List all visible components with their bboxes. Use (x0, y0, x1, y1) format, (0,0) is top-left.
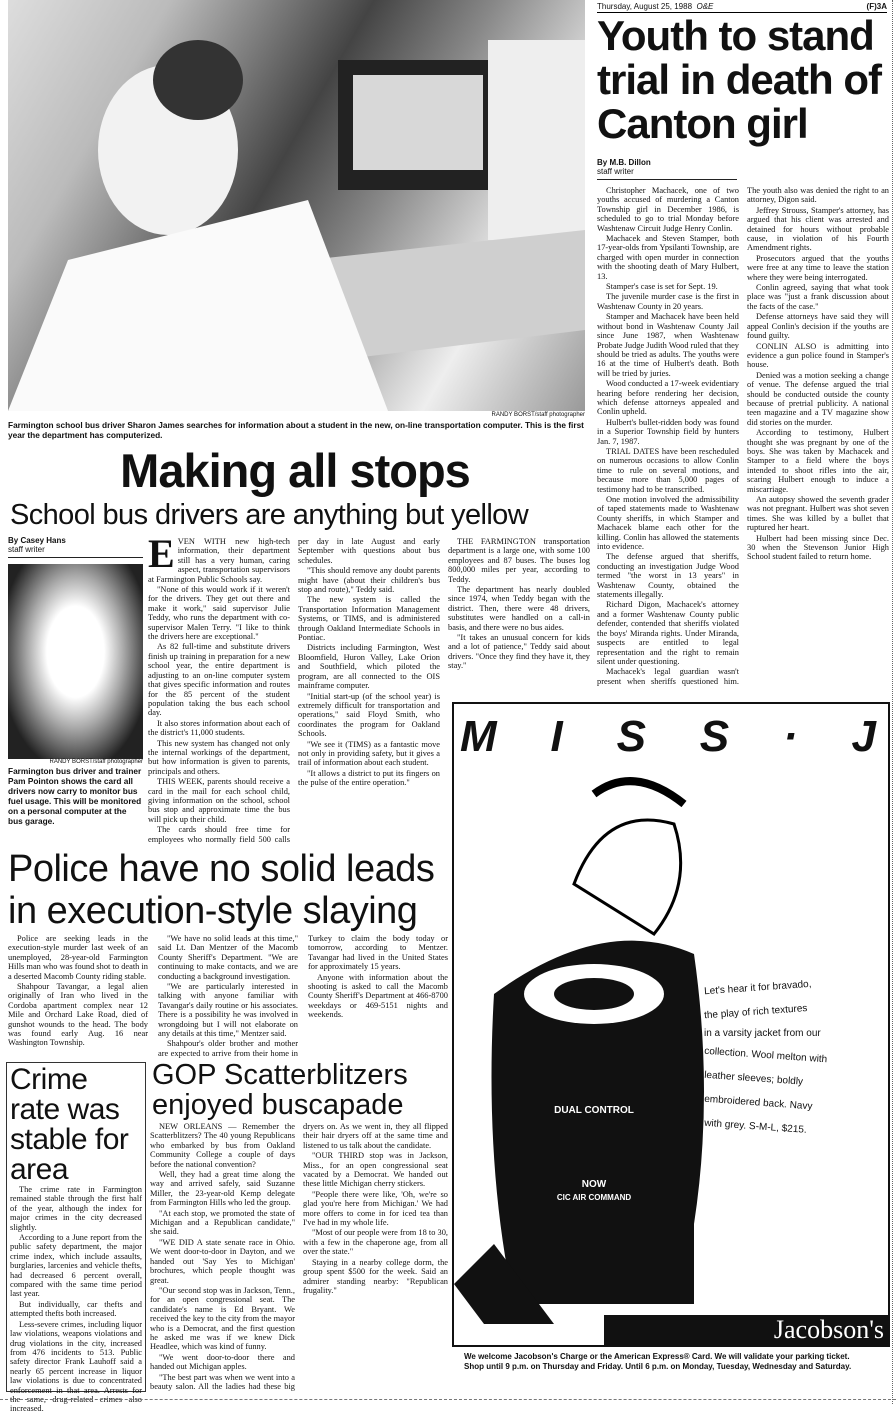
byline-role: staff writer (8, 545, 45, 554)
bus-photo-credit: RANDY BORST/staff photographer (49, 759, 143, 765)
paragraph: Shahpour's older brother and mother are expected to arrive from their home in Turkey to claim the body today or tomorrow, according to Mentzer. Tavangar had lived in the United States for approximately 15 years. (158, 934, 448, 1058)
jacobsons-banner (604, 1315, 890, 1345)
paragraph: Police are seeking leads in the execution-style murder last week of an unemployed, 28-year-old Farmington Hills man who was found shot to death in a deserted Macomb County riding stable. (8, 934, 148, 981)
paragraph: As 82 full-time and substitute drivers finish up training in preparation for a new school year, the entire department is adjusting to an on-line computer system that gives specific information and routes for the 85 percent of the student population taking the bus each school day. (148, 642, 290, 718)
jacobsons-ad (452, 702, 890, 1347)
paragraph: The crime rate in Farmington remained stable through the first half of the year, although the index for major crimes in the city decreased slightly. (10, 1185, 142, 1232)
logo-letter: S (699, 712, 730, 761)
byline-name: By M.B. Dillon (597, 158, 651, 167)
masthead-date: Thursday, August 25, 1988 (597, 2, 693, 11)
computer-terminal-photo (8, 0, 585, 411)
ad-copy-line: with grey. S-M-L, $215. (703, 1117, 808, 1136)
paragraph: Stamper and Machacek have been held without bond in Washtenaw County Jail since June 1987, when Washtenaw Probate Judge Judith Wood ruled that they should be tried as adults. The youths were 16 at the time of Hulbert's death. Both will be tried by juries. (597, 312, 739, 378)
paragraph: "We see it (TIMS) as a fantastic move not only in providing safety, but it gives a trail of information about each student. (298, 739, 440, 768)
police-body (8, 934, 448, 1059)
page-number: (F)3A (866, 2, 887, 11)
paragraph: An autopsy showed the seventh grader was not pregnant. Hulbert was shot seven times. She was killed by a bullet that ruptured her heart. (747, 495, 889, 533)
bus-subhead: School bus drivers are anything but yellow (10, 499, 529, 531)
paragraph: The defense argued that sheriffs, conducting an investigation Judge Wood termed "the worst in 13 years" in Washtenaw County, obtained the statements illegally. (597, 552, 739, 600)
ad-copy-line: leather sleeves; boldly (703, 1069, 804, 1088)
paragraph: "It takes an unusual concern for kids and a lot of patience," Teddy said about drivers. "Once they find they have it, they stay." (448, 633, 590, 671)
jacket-text: NOW (581, 1179, 607, 1190)
top-photo (8, 0, 585, 411)
byline-name: By Casey Hans (8, 536, 66, 545)
logo-letter: J (851, 712, 876, 761)
paragraph: Less-severe crimes, including liquor law violations, weapons violations and drug violations in the city, increased from 476 incidents to 513. Public safety director Frank Lauhoff said a nearly 65 percent increase in liquor law violations is due to concentrated enforcement in that area. Arrests for the same, drug-related crimes also increased. (10, 1319, 142, 1414)
bus-headline: Making all stops (120, 444, 470, 497)
paragraph: Staying in a nearby college dorm, the group spent $500 for the week. Said an admirer standing nearby: "Republican frugality." (303, 1257, 448, 1295)
paragraph: It also stores information about each of the district's 11,000 students. (148, 718, 290, 738)
top-photo-caption: Farmington school bus driver Sharon James searches for information about a student in the new, on-line transportation computer. This is the first year the department has computerized. (8, 420, 584, 440)
paragraph: "Most of our people were from 18 to 30, with a few in the chaperone age, from all over the state." (303, 1228, 448, 1257)
paragraph: Denied was a motion seeking a change of venue. The defense argued the trial should be conducted outside the county because of pretrial publicity. A national teen magazine and a TV magazine show did stories on the murder. (747, 370, 889, 427)
paragraph: But individually, car thefts and attempted thefts both increased. (10, 1299, 142, 1319)
paragraph: This new system has changed not only the internal workings of the department, but how information is given to parents, principals and others. (148, 738, 290, 776)
paragraph: "We went door-to-door there and handed out Michigan apples. (150, 1352, 295, 1372)
paragraph: Prosecutors argued that the youths were free at any time to leave the station where they were being interrogated. (747, 253, 889, 282)
paragraph: Hulbert's bullet-ridden body was found in a Superior Township field by hunters Jan. 7, 1987. (597, 417, 739, 446)
ad-copy-line: embroidered back. Navy (703, 1093, 813, 1113)
pointon-photo (8, 564, 143, 759)
paragraph: Districts including Farmington, West Bloomfield, Huron Valley, Lake Orion and Southfield, which piloted the program, are all connected to the OIS mainframe computer. (298, 643, 440, 691)
paragraph: One motion involved the admissibility of taped statements made to Washtenaw County sheriffs, in which Stamper and Machacek blame each other for the killing. Conlin has allowed the statements into evidence. (597, 495, 739, 552)
byline-role: staff writer (597, 167, 634, 176)
paragraph: Hulbert had been missing since Dec. 30 when the Stevenson Junior High School student failed to return home. (747, 533, 889, 562)
paragraph: The new system is called the Transportation Information Management Systems, or TIMS, and is administered through Oakland Intermediate Schools in Pontiac. (298, 595, 440, 643)
store-logo: Jacobson's (773, 1315, 884, 1344)
paragraph: Christopher Machacek, one of two youths accused of murdering a Canton Township girl in December 1986, is scheduled to go to trial Monday before Washtenaw Circuit Judge Henry Conlin. (597, 186, 739, 233)
logo-letter: M (460, 712, 497, 761)
paragraph: "OUR THIRD stop was in Jackson, Miss., for an open congressional seat vacated by a Democrat. We handed out these little Michigan cherry stickers. (303, 1151, 448, 1189)
paragraph: Machacek and Steven Stamper, both 17-year-olds from Ypsilanti Township, are charged with open murder in connection with the shooting death of Mary Hulbert, 13. (597, 234, 739, 281)
paragraph: The cards should free time for employees who normally field 500 calls per day in late August and early September with questions about bus schedules. (148, 537, 440, 844)
logo-letter: · (782, 712, 798, 761)
gop-body (150, 1122, 448, 1396)
paragraph: "It allows a district to put its fingers on the pulse of the entire operation." (298, 768, 440, 788)
paragraph: Defense attorneys have said they will appeal Conlin's decision if the youths are found guilty. (747, 312, 889, 341)
police-headline: Police have no solid leads in execution-style slaying (8, 848, 435, 932)
paragraph: Richard Digon, Machacek's attorney and a former Washtenaw County public defender, contended that sheriffs violated the boys' Miranda rights. Under Miranda, suspects are entitled to legal representation and the right to remain silent under questioning. (597, 600, 739, 666)
page-edge (892, 0, 893, 1404)
bus-photo-caption: Farmington bus driver and trainer Pam Pointon shows the card all drivers now carry to monitor bus fuel usage. This will be monitored on a personal computer at the bus garage. (8, 766, 142, 826)
paragraph: The juvenile murder case is the first in Washtenaw County in 20 years. (597, 292, 739, 311)
logo-letter: I (550, 712, 563, 761)
ad-footer-line: Shop until 9 p.m. on Thursday and Friday. Until 6 p.m. on Monday, Tuesday, Wednesday and Saturday. (464, 1362, 852, 1371)
crime-headline: Crime rate was stable for area (10, 1063, 129, 1186)
paragraph: Machacek's legal guardian wasn't present when sheriffs questioned him. The youth also was denied the right to an attorney, Digon said. (597, 186, 889, 686)
paragraph: "People there were like, 'Oh, we're so glad you're here from Michigan.' We had more offers to come in for iced tea than I've had in my whole life. (303, 1189, 448, 1228)
top-photo-credit: RANDY BORST/staff photographer (491, 412, 585, 418)
youth-body (597, 186, 889, 692)
jacket-lettering (524, 1104, 664, 1204)
paragraph: "WE DID A state senate race in Ohio. We went door-to-door in Dayton, and we handed out 'Say Yes to Michigan' brochures, which people thought was great. (150, 1237, 295, 1285)
paragraph: Conlin agreed, saying that what took place was "just a frank discussion about the facts of the case." (747, 283, 889, 311)
logo-letter: S (616, 712, 646, 761)
paragraph: Shahpour Tavangar, a legal alien originally of Iran who lived in the Cordoba apartment complex near 12 Mile and Orchard Lake Road, died of gunshot wounds to the head. The body was found early Aug. 16 near Washington Township. (8, 982, 148, 1048)
paragraph: According to a June report from the public safety department, the major crime index, which include assaults, burglaries, larcenies and vehicle thefts, had decreased 6 percent overall, compared with the same time period last year. (10, 1233, 142, 1299)
ad-copy-line: in a varsity jacket from our (704, 1028, 821, 1039)
bus-side (8, 536, 143, 826)
ad-copy-line: Let's hear it for bravado, (703, 978, 812, 998)
crime-box (6, 1062, 146, 1414)
paragraph: Stamper's case is set for Sept. 19. (606, 282, 718, 292)
jacket-text: DUAL CONTROL (554, 1105, 634, 1116)
gop-headline: GOP Scatterblitzers enjoyed buscapade (152, 1059, 408, 1121)
paragraph: "The best part was when we went into a beauty salon. All the ladies had these big dryers on. As we went in, they all flipped their hair dryers off at the same time and listened to us talk about the candidate. (150, 1122, 448, 1391)
bus-body-last-column (448, 537, 590, 672)
bus-first-paragraph: VEN WITH new high-tech information, their department still has a very human, caring aspect, transportation supervisors at Farmington Public Schools say. (148, 537, 290, 584)
paragraph: Anyone with information about the shooting is asked to call the Macomb County Sheriff's Department at 466-8700 weekdays or 469-5151 nights and weekends. (308, 972, 448, 1020)
ad-copy-line: collection. Wool melton with (703, 1045, 828, 1066)
paragraph: The department has nearly doubled since 1974, when Teddy began with the district. Then, there were 48 drivers, substitutes were handled on a call-in basis, and there were no bus aides. (448, 585, 590, 632)
paragraph: "This should remove any doubt parents might have (about their children's bus stop and route)," Teddy said. (298, 566, 440, 595)
miss-j-logo (454, 704, 888, 762)
youth-byline (597, 158, 737, 180)
paragraph: CONLIN ALSO is admitting into evidence a gun police found in Stamper's house. (747, 341, 889, 370)
page-bottom-rule (0, 1399, 896, 1400)
crime-body (10, 1185, 142, 1414)
paragraph: TRIAL DATES have been rescheduled on numerous occasions to allow Conlin time to rule on several motions, and because more than 5,000 pages of testimony had to be transcribed. (597, 446, 739, 494)
paragraph: Wood conducted a 17-week evidentiary hearing before rendering her decision, which defense attorneys appealed and Conlin upheld. (597, 379, 739, 417)
paragraph: "None of this would work if it weren't for the drivers. They get out there and make it work," said supervisor Julie Teddy, who runs the department with co-supervisor Malen Terry. "I like to think the drivers here are exceptional." (148, 585, 290, 642)
paragraph: "Our second stop was in Jackson, Tenn., for an open congressional seat. The candidate's name is Ed Bryant. We received the key to the city from the mayor who is a Democrat, and the first question he asked me was if we knew Dick Headlee, which was kind of funny. (150, 1285, 295, 1352)
jacket-text: CIC AIR COMMAND (556, 1193, 632, 1202)
paragraph: According to testimony, Hulbert thought she was pregnant by one of the boys. She was taken by Machacek and Stamper to a field where the boys intended to shoot rifles into the air, scaring Hulbert enough to induce a miscarriage. (747, 428, 889, 494)
youth-headline: Youth to stand trial in death of Canton girl (597, 12, 882, 147)
paragraph: "At each stop, we promoted the state of Michigan and a Republican candidate," she said. (150, 1208, 295, 1237)
paragraph: THE FARMINGTON transportation department is a large one, with some 100 employees and 87 buses. The buses log 800,000 miles per year, according to Teddy. (448, 537, 590, 584)
bus-body (148, 531, 440, 845)
ad-footer-line: We welcome Jacobson's Charge or the American Express® Card. We will validate your parking ticket. (464, 1352, 850, 1361)
paragraph: "Initial start-up (of the school year) is extremely difficult for transportation and operations," said Floyd Smith, who coordinates the program for Oakland Schools. (298, 691, 440, 739)
youth-article (597, 158, 889, 692)
bus-byline (8, 536, 143, 558)
paragraph: "We have no solid leads at this time," said Lt. Dan Mentzer of the Macomb County Sheriff's Department. "We are continuing to make contacts, and we are conducting a background investigation. (158, 934, 298, 981)
dropcap: E (148, 531, 175, 576)
paragraph: NEW ORLEANS — Remember the Scatterblitzers? The 40 young Republicans who embarked by bus from Oakland Community College a couple of days before the national convention? (150, 1122, 295, 1169)
paragraph: "We are particularly interested in talking with anyone familiar with Tavangar's daily routine or his associates. There is a possibility he was involved in wrongdoing but I will not elaborate on any details at this time," Mentzer said. (158, 982, 298, 1039)
paragraph: THIS WEEK, parents should receive a card in the mail for each school child, giving information on the school, school bus stop and approximate time the bus will pick up their child. (148, 777, 290, 824)
paragraph: Jeffrey Strouss, Stamper's attorney, has argued that his client was arrested and detained for hours without probable cause, in violation of his Fourth Amendment rights. (747, 205, 889, 253)
paragraph: Well, they had a great time along the way and arrived safely, said Suzanne Miller, the 23-year-old Kemp delegate from Farmington Hills who led the group. (150, 1170, 295, 1208)
ad-copy-line: the play of rich textures (703, 1003, 808, 1022)
ad-footer (464, 1352, 892, 1372)
masthead-paper: O&E (696, 2, 714, 11)
ad-copy (704, 974, 884, 1142)
